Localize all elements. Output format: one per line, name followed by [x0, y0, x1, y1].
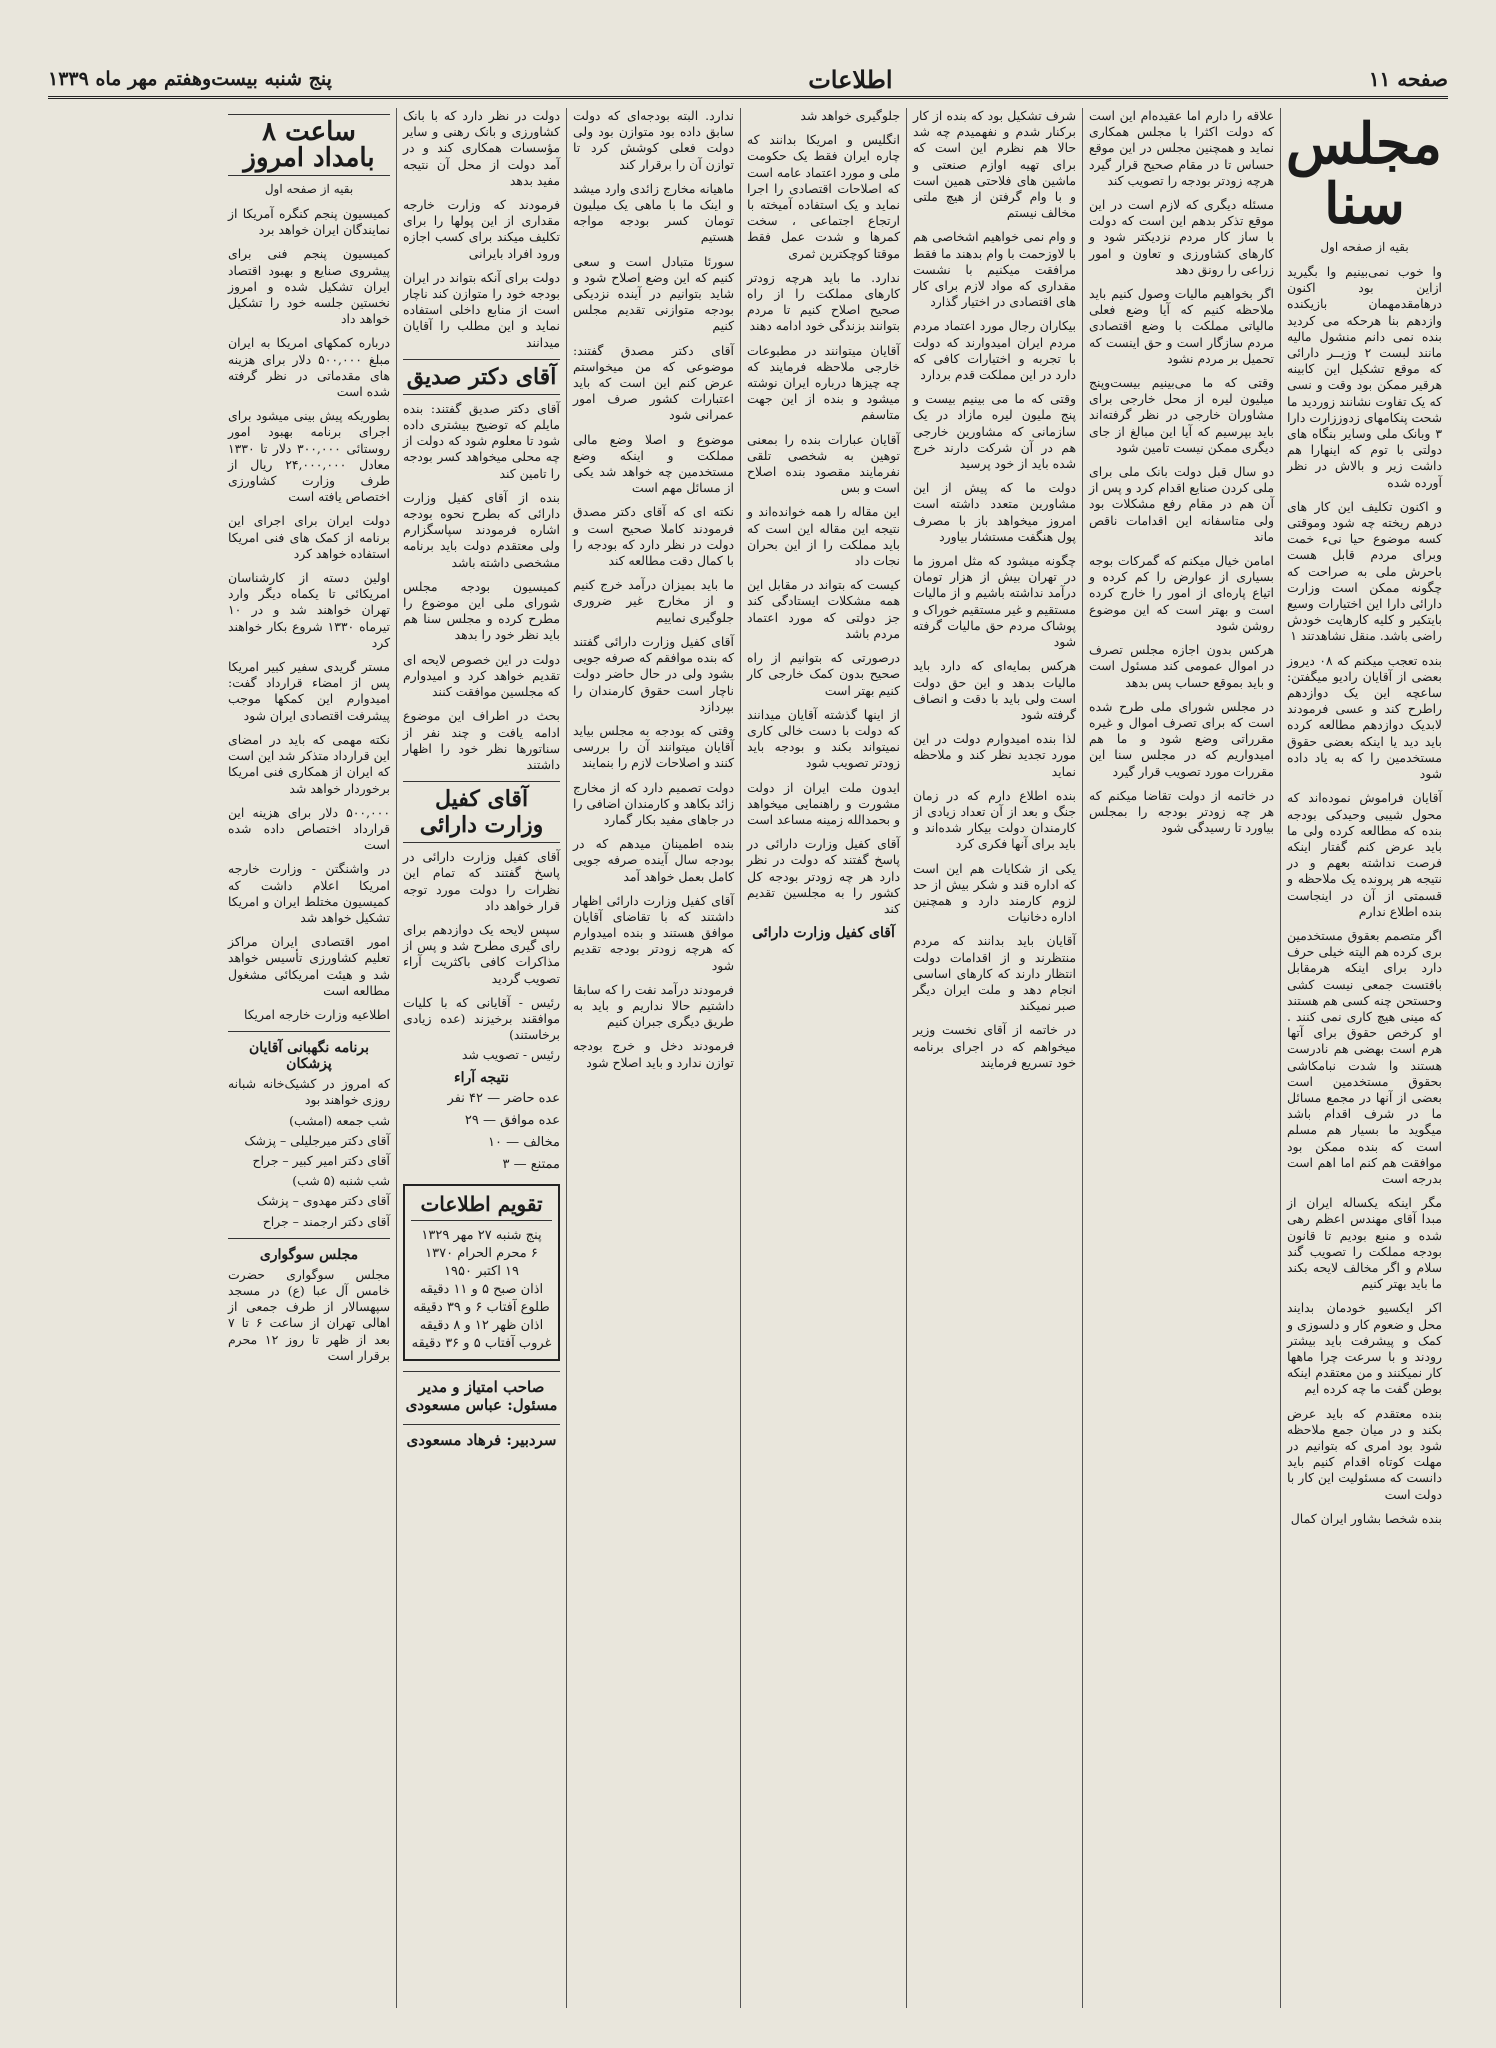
- article-paragraph: مستر گریدی سفیر کبیر امریکا پس از امضاء قرارداد گفت: امیدوارم این کمکها موجب پیشرفت اقتصادی ایران شود: [228, 659, 390, 723]
- memorial-text: مجلس سوگواری حضرت خامس آل عبا (ع) در مسجد سپهسالار از طرف جمعی از اهالی تهران از ساعت ۶ تا ۷ بعد از ظهر تا روز ۱۲ محرم برقرار است: [228, 1266, 390, 1363]
- article-paragraph: ندارد. البته بودجه‌ای که دولت سابق داده بود متوازن بود ولی دولت فعلی کوشش کرد تا توازن آن را برقرار کند: [573, 108, 734, 172]
- article-paragraph: آقای کفیل وزارت دارائی اظهار داشتند که با تقاضای آقایان موافق هستند و بنده امیدوارم که هرچه زودتر بودجه تقدیم شود: [573, 892, 734, 973]
- senate-paragraph: اگر متصمم بعقوق مستخدمین بری کرده هم الیته خیلی حرف دارد برای اینکه هرمقابل بافتست جمعی نیست کشی وحستحن چنه کسی هم هستند که مینی هیچ کاری نمی کنند . او کرخص حقوق برای آتها هرم است بهضی هم نادرست هستند وا شدت نبامکاشی بحقوق مستخدمین است بعضی از آنها در مجمع مسائل ما در شرف اقدام باشد میگوید ما بسیار هم مسلم است که بنده ممکن بود موافقت هم کنم اما اهم است بدرجه است: [1287, 927, 1442, 1186]
- calendar-row: ۶ محرم الحرام ۱۳۷۰: [425, 1245, 538, 1261]
- vote-row-value: ۲۹: [464, 1112, 479, 1128]
- column-senate: [1280, 108, 1448, 2008]
- article-paragraph: آقایان میتوانند در مطبوعات خارجی ملاحظه فرمایند که چه چیزها درباره ایران نوشته میشود و بنده از این جهت متاسفم: [747, 342, 900, 423]
- vote-row: مخالف — ۱۰: [488, 1134, 560, 1150]
- article-paragraph: هرکس بدون اجازه مجلس تصرف در اموال عمومی کند مسئول است و باید بموقع حساب پس بدهد: [1089, 642, 1274, 690]
- article-paragraph: دولت برای آنکه بتواند در ایران بودجه خود را متوازن کند ناچار است از منابع داخلی استفاده نماید و این مطلب را آقایان میدانند: [403, 269, 560, 350]
- article-paragraph: آقای کفیل وزارت دارائی گفتند که بنده موافقم که صرفه جویی بشود ولی در حال حاضر دولت ناچار است حقوق کارمندان را بپردازد: [573, 633, 734, 714]
- article-paragraph: سپس لایحه یک دوازدهم برای رای گیری مطرح شد و پس از مذاکرات کافی باکثریت آراء تصویب گردید: [403, 921, 560, 986]
- article-paragraph: موضوع و اصلا وضع مالی مملکت و اینکه وضع مستخدمین چه خواهد شد یکی از مسائل مهم است: [573, 431, 734, 496]
- vote-label: نتیجه آراء: [454, 1069, 509, 1086]
- vote-row: عده حاضر — ۴۲ نفر: [447, 1090, 560, 1106]
- article-paragraph: اطلاعیه وزارت خارجه امریکا: [243, 1006, 390, 1022]
- column-6: [396, 108, 566, 2008]
- article-paragraph: کمیسیون پنجم کنگره آمریکا از نمایندگان ایران خواهد برد: [228, 206, 390, 238]
- finance-minister-subhead: آقای کفیل وزارت دارائی: [752, 925, 895, 942]
- article-paragraph: جلوگیری خواهد شد: [800, 108, 900, 123]
- issue-date: پنج شنبه بیست‌وهفتم مهر ماه ۱۳۳۹: [48, 68, 332, 90]
- vote-row: ممتنع — ۳: [502, 1156, 560, 1172]
- article-paragraph: بنده اطلاع دارم که در زمان جنگ و بعد از آن تعداد زیادی از کارمندان دولت بیکار شده‌اند و باید برای آنها فکری کرد: [913, 787, 1076, 852]
- article-paragraph: علاقه را دارم اما عقیده‌ام این است که دولت اکثرا با مجلس همکاری نماید و همچنین مجلس در این موقع حساس تا در مقام صحیح قرار گیرد هرچه زودتر بودجه را تصویب کند: [1089, 108, 1274, 188]
- article-paragraph: وقتی که ما می‌بینیم بیست‌وپنج میلیون لیره از محل خارجی برای مشاوران خارجی در نظر گرفته‌اند باید بپرسیم که آیا این مبالغ از جای دیگری ممکن نیست تامین شود: [1089, 375, 1274, 455]
- article-paragraph: بطوریکه پیش بینی میشود برای اجرای برنامه بهبود امور روستائی ۳۰۰,۰۰۰ دلار تا ۱۳۳۰ معادل ۲۴,۰۰۰,۰۰۰ ریال از طرف وزارت کشاورزی اختصاص یافته است: [228, 408, 390, 505]
- article-paragraph: اولین دسته از کارشناسان امریکائی تا یکماه دیگر وارد تهران خواهند شد و در ۱۰ تیرماه ۱۳۳۰ شروع بکار خواهند کرد: [228, 570, 390, 650]
- columns: [48, 108, 1448, 2008]
- article-paragraph: رئیس - آقایانی که با کلیات موافقند برخیزند (عده زیادی برخاستند): [403, 994, 560, 1043]
- senate-paragraph: بنده شخصا بشاور ایران کمال: [1290, 1510, 1442, 1526]
- article-paragraph: ۵۰۰,۰۰۰ دلار برای هزینه این قرارداد اختصاص داده شده است: [228, 804, 390, 853]
- memorial-title: مجلس سوگواری: [259, 1246, 359, 1263]
- article-paragraph: بیکاران رجال مورد اعتماد مردم مردم ایران امیدوارند که دولت با تجربه و اختیارات کافی که دارد در این مملکت قدم بردارد: [913, 318, 1076, 383]
- article-paragraph: آقایان عبارات بنده را بمعنی توهین به شخصی تلقی نفرمایند مقصود بنده اصلاح است و بس: [747, 431, 900, 496]
- article-paragraph: آقای دکتر مصدق گفتند: موضوعی که من میخواستم عرض کنم این است که باید اعتبارات کشور صرف امور عمرانی شود: [573, 342, 734, 423]
- vote-row-value: ۳: [502, 1156, 510, 1172]
- article-paragraph: دولت در نظر دارد که با بانک کشاورزی و بانک رهنی و سایر مؤسسات همکاری کند و در آمد دولت از محل آن نتیجه مفید بدهد: [403, 108, 560, 188]
- senate-paragraph: بنده تعجب میکنم که ۰۸ دیروز بعضی از آقایان رادیو میگفتن: ساعچه این یک دوازدهم راطرح کند و عسی فرمودند لابدیک دوازدهم مطالعه کرده باید دید یا اینکه بعضی حقوق مستخدمین را که به یاد داده شود: [1287, 652, 1442, 782]
- divider: [228, 1238, 390, 1239]
- article-paragraph: دولت در این خصوص لایحه ای تقدیم خواهد کرد و امیدوارم که مجلسین موافقت کنند: [403, 651, 560, 700]
- calendar-row: اذان ظهر ۱۲ و ۸ دقیقه: [419, 1317, 544, 1333]
- vote-row-label: عده حاضر: [504, 1090, 560, 1106]
- page-number: صفحه ۱۱: [1368, 67, 1448, 91]
- article-paragraph: کمیسیون بودجه مجلس شورای ملی این موضوع را مطرح کرده و مجلس سنا هم باید نظر خود را بدهد: [403, 578, 560, 643]
- ettelaat-calendar: [403, 1184, 560, 1361]
- article-paragraph: فرمودند که وزارت خارجه مقداری از این پولها را برای تکلیف میکند برای کسب اجازه ورود افراد بایرانی: [403, 197, 560, 261]
- article-paragraph: شرف تشکیل بود که بنده از کار برکنار شدم و نفهمیدم چه شد حالا هم نظرم این است که برای تهیه اوازم صنعتی و ماشین های فلاحتی همین است و با وام گرفتن از هیچ ملتی مخالف نیستم: [913, 108, 1076, 221]
- senate-paragraph: اکر ایکسیو خودمان بدایند محل و ضعوم کار و دلسوزی و کمک و پیشرفت باید بیشتر رودند و با سرعت چرا ماهها کار نمیکنند و من معتقدم اینکه بوطن گفت ما چه کرده ایم: [1287, 1300, 1442, 1397]
- article-paragraph: در واشنگتن - وزارت خارجه امریکا اعلام داشت که کمیسیون مختلط ایران و امریکا تشکیل خواهد شد: [228, 861, 390, 925]
- article-paragraph: وقتی که بودجه به مجلس بیاید آقایان میتوانند آن را بررسی کنند و اصلاحات لازم را بنمایند: [573, 722, 734, 771]
- article-paragraph: بحث در اطراف این موضوع ادامه یافت و چند نفر از سناتورها نظر خود را اظهار داشتند: [403, 708, 560, 772]
- article-paragraph: آقای کفیل وزارت دارائی در پاسخ گفتند که تمام این نظرات را دولت مورد توجه قرار خواهد داد: [403, 849, 560, 913]
- calendar-row: پنج شنبه ۲۷ مهر ۱۳۲۹: [421, 1227, 542, 1243]
- vote-row-label: عده موافق: [500, 1112, 560, 1128]
- article-paragraph: مسئله دیگری که لازم است در این موقع تذکر بدهم این است که دولت با ساز کار مردم نزدیکتر شود و کارهای کشاورزی و تعاون و امور زراعی را رونق دهد: [1089, 197, 1274, 277]
- doctors-intro: که امروز در کشیک‌خانه شبانه روزی خواهند بود: [228, 1076, 390, 1108]
- dr-sadigh-heading: آقای دکتر صدیق: [403, 359, 560, 395]
- calendar-row: ۱۹ اکتبر ۱۹۵۰: [444, 1263, 519, 1279]
- calendar-row: غروب آفتاب ۵ و ۳۶ دقیقه: [411, 1335, 552, 1351]
- article-paragraph: دو سال قبل دولت بانک ملی برای ملی کردن صنایع اقدام کرد و پس از آن هم در مقام رفع مشکلات بود ولی متاسفانه این اقدامات ناقص ماند: [1089, 464, 1274, 544]
- article-paragraph: این مقاله را همه خوانده‌اند و نتیجه این مقاله این است که باید مملکت را از این بحران نجات داد: [747, 504, 900, 569]
- article-paragraph: امور اقتصادی ایران مراکز تعلیم کشاورزی تأسیس خواهد شد و هیئت امریکائی مشغول مطالعه است: [228, 934, 390, 998]
- article-paragraph: در مجلس شورای ملی طرح شده است که برای تصرف اموال و غیره مقرراتی وضع شود و ما هم امیدواریم که در مجلس سنا این مقررات مورد تصویب قرار گیرد: [1089, 698, 1274, 779]
- article-paragraph: هرکس بمایه‌ای که دارد باید مالیات بدهد و این حق دولت است ولی باید با دقت و انصاف گرفته شود: [913, 658, 1076, 722]
- article-paragraph: در خاتمه از دولت تقاضا میکنم که هر چه زودتر بودجه را بمجلس بیاورد تا رسیدگی شود: [1089, 787, 1274, 836]
- article-paragraph: بنده اطمینان میدهم که در بودجه سال آینده صرفه جویی کامل بعمل خواهد آمد: [573, 836, 734, 884]
- doctor-entry: شب جمعه (امشب): [289, 1112, 390, 1128]
- article-paragraph: بنده از آقای کفیل وزارت دارائی که بطرح نحوه بودجه اشاره فرمودند سپاسگزارم ولی معتقدم دولت باید برنامه مشخصی داشته باشد: [403, 489, 560, 570]
- article-paragraph: و وام نمی خواهیم اشخاصی هم با لاوزحمت با وام بدهند ما فقط مرافقت میکنیم با نشست مقداری که مواد لازم برای کار های اقتصادی در اختیار گذارد: [913, 229, 1076, 310]
- article-paragraph: دولت ایران برای اجرای این برنامه از کمک های فنی امریکا استفاده خواهد کرد: [228, 513, 390, 561]
- article-paragraph: سورئا متبادل است و سعی کنیم که این وضع اصلاح شود و شاید بتوانیم در آینده نزدیکی بودجه متوازنی تقدیم مجلس کنیم: [573, 253, 734, 334]
- senate-paragraph: بنده معتقدم که باید عرض بکند و در میان جمع ملاحظه شود بود امری که بتوانیم در مهلت کوتاه اقدام کنیم باید دانست که مسئولیت این کار با دولت است: [1287, 1405, 1442, 1502]
- calendar-title: تقویم اطلاعات: [411, 1192, 552, 1221]
- article-paragraph: ندارد. ما باید هرچه زودتر کارهای مملکت را از راه صحیح اصلاح کنیم تا مردم بتوانند بزندگی خود ادامه دهند: [747, 269, 900, 334]
- article-paragraph: لذا بنده امیدوارم دولت در این مورد تجدید نظر کند و ملاحظه نماید: [913, 731, 1076, 779]
- page-header: [48, 62, 1448, 99]
- article-paragraph: کیست که بتواند در مقابل این همه مشکلات ایستادگی کند جز دولتی که مورد اعتماد مردم باشد: [747, 577, 900, 641]
- article-paragraph: در خاتمه از آقای نخست وزیر میخواهم که در اجرای برنامه خود تسریع فرمایند: [913, 1022, 1076, 1070]
- doctor-entry: آقای دکتر امیر کبیر – جراح: [252, 1152, 390, 1168]
- vote-row-value: ۴۲ نفر: [447, 1090, 483, 1106]
- article-paragraph: ما باید بمیزان درآمد خرج کنیم و از مخارج غیر ضروری جلوگیری نماییم: [573, 577, 734, 625]
- senate-paragraph: مگر اینکه یکساله ایران از مبدا آقای مهندس اعظم رهی شده و منبع بودیم تا قانون بودجه مملکت را تصویب گند سلام و اگر مخالف لایحه بکند ما باید بهتر کنیم: [1287, 1195, 1442, 1292]
- senate-paragraph: وا خوب نمی‌بینیم وا بگیرید ازاین بود اکنون درهامقدمهمان بازیکنده وازدهم بنا هرحکه می کردید بنده نمی دانم منشول ماليه مانند لبست ۲ وزیــر دارائی که موقع تشکیل این کابینه هرقیر ممکن بود وقت و نسی که یک تفاوت نشانند زوردید ما شحت پنکامهای زدوززارت دارا ۳ وبانک ملی وسایر بنگاه های دولتی با توم که اینهارا هم داشت زیر و بالاش در نظر آورده شده: [1287, 264, 1442, 490]
- morning-news-title: ساعت ۸ بامداد امروز: [228, 114, 390, 176]
- article-paragraph: دولت تصمیم دارد که از مخارج زائد بکاهد و کارمندان اضافی را در جاهای مفید بکار گمارد: [573, 779, 734, 827]
- doctor-entry: آقای دکتر مهدوی – پزشک: [256, 1193, 390, 1209]
- article-paragraph: نکته مهمی که باید در امضای این قرارداد متذکر شد این است که ایران از همکاری فنی امریکا برخوردار خواهد شد: [228, 731, 390, 796]
- senate-title: مجلس سنا: [1285, 111, 1442, 237]
- article-paragraph: آقای دکتر صدیق گفتند: بنده مایلم که توضیح بیشتری داده شود تا معلوم شود که دولت از چه محلی میخواهد کسر بودجه را تامین کند: [403, 400, 560, 481]
- morning-continued-note: بقیه از صفحه اول: [264, 182, 354, 196]
- column-4: [740, 108, 906, 2008]
- article-paragraph: ایدون ملت ایران از دولت مشورت و راهنمایی میخواهد و بحمدالله زمینه مساعد است: [747, 779, 900, 827]
- vote-row-label: ممتنع: [530, 1156, 560, 1172]
- doctor-entry: شب شنبه (۵ شب): [292, 1173, 390, 1189]
- divider: [228, 1031, 390, 1032]
- finance-minister-heading: آقای کفیل وزارت دارائی: [403, 781, 560, 843]
- article-paragraph: رئیس - تصویب شد: [461, 1047, 560, 1063]
- article-paragraph: فرمودند دخل و خرج بودجه توازن ندارد و باید اصلاح شود: [573, 1038, 734, 1070]
- calendar-row: اذان صبح ۵ و ۱۱ دقیقه: [419, 1281, 544, 1297]
- senate-paragraph: و اکنون تکلیف این کار های درهم ریخته چه شود وموقتی کسه موضوع حیا نیء خمت وبرای مردم قابل هست باحرش ملی به صراحت که چگونه ممکن است وزارت دارائی دارا این اختیارات وسیع بایتکیر و کلیه کارهایت خودش راضی باشد. منقل نشاهدتند ۱: [1287, 498, 1442, 644]
- article-paragraph: درصورتی که بتوانیم از راه صحیح بدون کمک خارجی کار کنیم بهتر است: [747, 650, 900, 698]
- doctor-entry: آقای دکتر میرجلیلی – پزشک: [244, 1132, 390, 1148]
- imprint-publisher: صاحب امتیاز و مدیر مسئول: عباس مسعودی: [403, 1371, 560, 1414]
- article-paragraph: اگر بخواهیم مالیات وصول کنیم باید ملاحظه کنیم که آیا وضع فعلی مالیاتی مملکت با وضع اقتصادی مردم سازگار است و حق اینست که تحمیل بر مردم نشود: [1089, 286, 1274, 366]
- vote-row-label: مخالف: [523, 1134, 560, 1150]
- article-paragraph: چگونه میشود که مثل امروز ما در تهران بیش از هزار تومان درآمد نداشته باشیم و از مالیات مستقیم و غیر مستقیم خوراک و پوشاک مردم حق مالیات گرفته شود: [913, 553, 1076, 650]
- senate-continued-note: بقیه از صفحه اول: [1320, 240, 1409, 254]
- article-paragraph: فرمودند درآمد نفت را که سابقا داشتیم حالا نداریم و باید به طریق دیگری جبران کنیم: [573, 981, 734, 1030]
- doctor-entry: آقای دکتر ارجمند – جراح: [262, 1213, 390, 1229]
- column-2: [1082, 108, 1280, 2008]
- article-paragraph: نکته ای که آقای دکتر مصدق فرمودند کاملا صحیح است و دولت در نظر دارد که بودجه را با کمال دقت مطالعه کند: [573, 504, 734, 569]
- imprint-editor: سردبیر: فرهاد مسعودی: [403, 1424, 560, 1449]
- article-paragraph: از اینها گذشته آقایان میدانند که دولت با دست خالی کاری نمیتواند بکند و بودجه باید زودتر تصویب شود: [747, 706, 900, 771]
- senate-paragraph: آقایان فراموش نموده‌اند که محول شیبی وحیدکی بودجه بنده که مطالعه کرده ولی ما باید عرض کنم گفتار اینکه فرصت نداشته بعهم و در نتیجه هر پرونده یک ملاحظه و قسمتی از آن در اینجاست بنده اطلاع ندارم: [1287, 790, 1442, 919]
- column-8am: [222, 108, 396, 2008]
- article-paragraph: انگلیس و امریکا بدانند که چاره ایران فقط یک حکومت ملی و مورد اعتماد عامه است که اصلاحات اقتصادی را اجرا نماید و یک استفاده آمیخته با ارتجاع اجتماعی ، سخت کمرها و شدت عمل فقط موقتا کوچکترین ثمری: [747, 132, 900, 261]
- article-paragraph: درباره کمکهای امریکا به ایران مبلغ ۵۰۰,۰۰۰ دلار برای هزینه های مقدماتی در نظر گرفته شده است: [228, 335, 391, 400]
- article-paragraph: آقایان باید بدانند که مردم منتظرند و از اقدامات دولت انتظار دارند که کارهای اساسی انجام دهد و ملت ایران دیگر صبر نمیکند: [913, 933, 1076, 1014]
- paper-name: اطلاعات: [808, 64, 893, 94]
- vote-row: عده موافق — ۲۹: [464, 1112, 560, 1128]
- calendar-row: طلوع آفتاب ۶ و ۳۹ دقیقه: [413, 1299, 550, 1315]
- article-paragraph: آقای کفیل وزارت دارائی در پاسخ گفتند که دولت در نظر دارد هر چه زودتر بودجه کل کشور را به مجلسین تقدیم کند: [747, 836, 900, 916]
- article-paragraph: کمیسیون پنجم فنی برای پیشروی صنایع و بهبود اقتصاد ایران تشکیل شده و امروز نخستین جلسه خود را تشکیل خواهد داد: [228, 246, 390, 327]
- vote-row-value: ۱۰: [488, 1134, 502, 1150]
- article-paragraph: ماهیانه مخارج زائدی وارد میشد و اینک ما با ماهی یک میلیون تومان کسر بودجه مواجه هستیم: [573, 180, 734, 245]
- column-5: [566, 108, 740, 2008]
- article-paragraph: یکی از شکایات هم این است که اداره قند و شکر بیش از حد لزوم کارمند دارد و همچنین اداره دخانیات: [913, 860, 1076, 925]
- article-paragraph: دولت ما که پیش از این مشاورین متعدد داشته است امروز میخواهد باز با مصرف پول هنگفت مستشار بیاورد: [913, 480, 1076, 544]
- article-paragraph: امامن خیال میکنم که گمرکات بوجه بسیاری از عوارض را کم کرده و اتیاع پاره‌ای از امور را خارج کرده است و بهتر است که این موضوع روشن شود: [1089, 553, 1274, 633]
- article-paragraph: وقتی که ما می بینیم بیست و پنج ملیون لیره مازاد در یک سازمانی که مشاورین خارجی هم در آن شرکت دارند خرج شده باید از خود پرسید: [913, 391, 1076, 472]
- column-3: [906, 108, 1082, 2008]
- doctors-title: برنامه نگهبانی آقایان پزشکان: [249, 1040, 369, 1073]
